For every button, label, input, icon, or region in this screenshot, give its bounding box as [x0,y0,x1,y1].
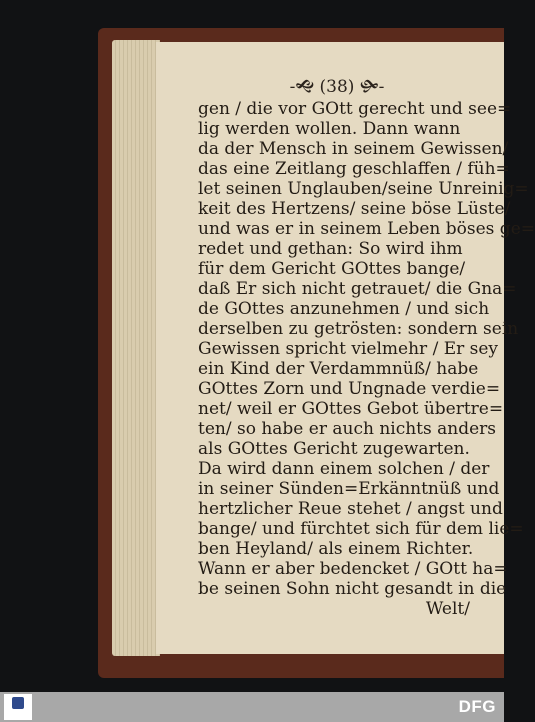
text-line: gen / die vor GOtt gerecht und see= [198,99,512,119]
text-line: be seinen Sohn nicht gesandt in die [198,579,507,599]
text-line: das eine Zeitlang geschlaffen / füh= [198,159,510,179]
viewer-footer-bar [0,692,504,722]
text-line: redet und gethan: So wird ihm [198,239,463,259]
text-line: let seinen Unglauben/seine Unreinig= [198,179,529,199]
text-line: für dem Gericht GOttes bange/ [198,259,466,279]
text-line: in seiner Sünden=Erkänntnüß und [198,479,500,499]
catchword: Welt/ [425,599,470,619]
text-line: Da wird dann einem solchen / der [198,459,490,479]
text-line: GOttes Zorn und Ungnade verdie= [198,379,501,399]
page-number-header: -🙝 (38) 🙟- [289,77,385,97]
text-line: als GOttes Gericht zugewarten. [198,439,470,459]
text-line: lig werden wollen. Dann wann [198,119,461,139]
text-line: ten/ so habe er auch nichts anders [198,419,497,439]
text-line: derselben zu getrösten: sondern sein [198,319,519,339]
dfg-logo: DFG [458,697,496,716]
text-line: hertzlicher Reue stehet / angst und [198,499,503,519]
library-crest-icon [12,697,24,709]
text-line: Wann er aber bedencket / GOtt ha= [198,559,508,579]
text-line: ein Kind der Verdammnüß/ habe [198,359,479,379]
text-line: da der Mensch in seinem Gewissen/ [198,139,509,159]
text-line: keit des Hertzens/ seine böse Lüste/ [198,199,511,219]
text-line: und was er in seinem Leben böses ge= [198,219,535,239]
text-line: bange/ und fürchtet sich für dem lie= [198,519,524,539]
page-stack [112,40,160,656]
text-line: ben Heyland/ als einem Richter. [198,539,474,559]
text-line: net/ weil er GOttes Gebot übertre= [198,399,504,419]
text-line: daß Er sich nicht getrauet/ die Gna= [198,279,517,299]
text-line: de GOttes anzunehmen / und sich [198,299,490,319]
text-line: Gewissen spricht vielmehr / Er sey [198,339,499,359]
